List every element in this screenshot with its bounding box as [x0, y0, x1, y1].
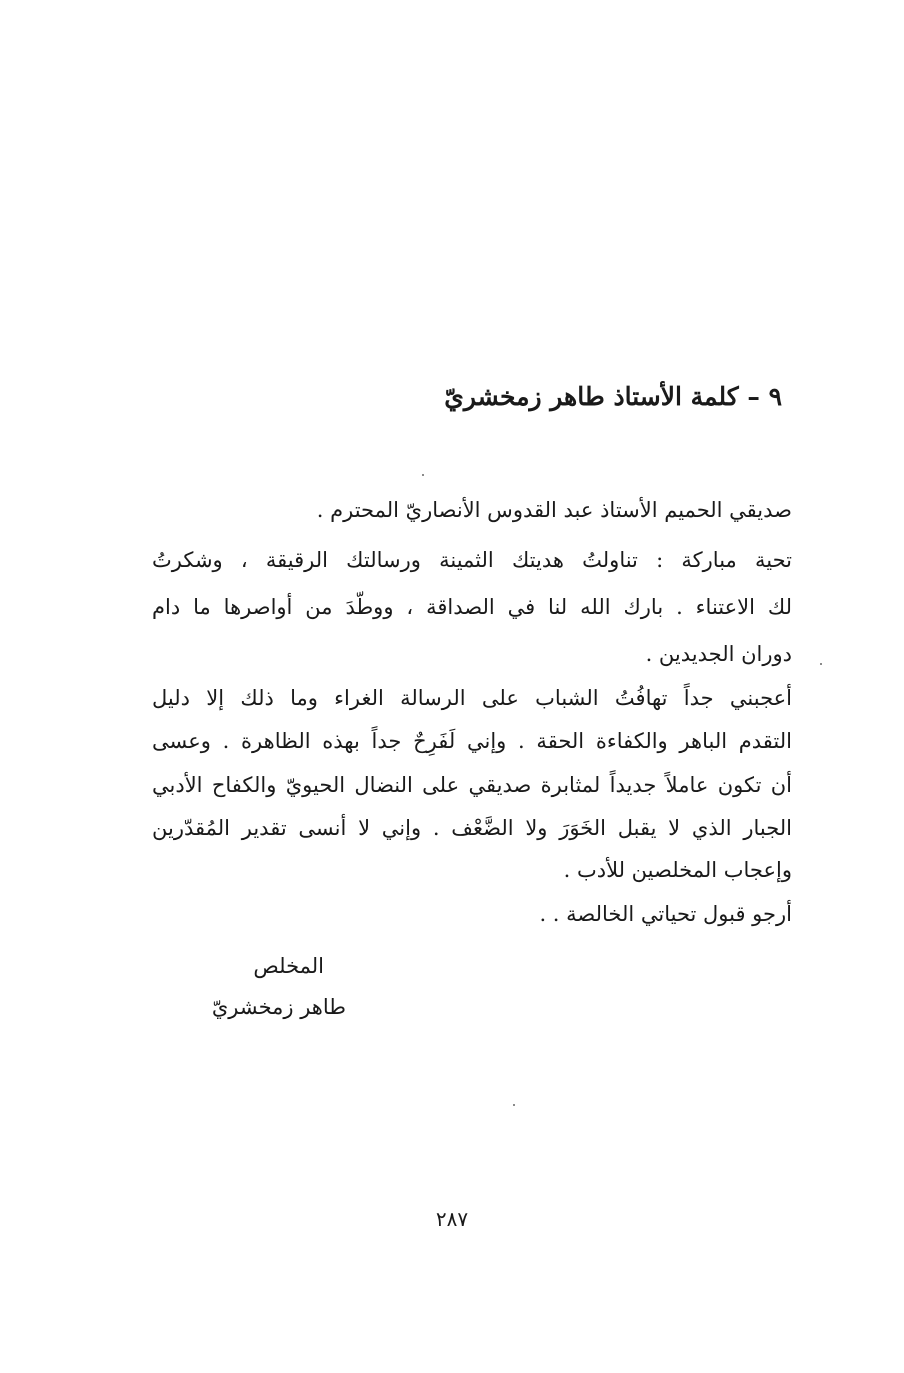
paragraph2-line-2: التقدم الباهر والكفاءة الحقة . وإني لَفَرِحٌ جداً بهذه الظاهرة . وعسى: [152, 729, 792, 753]
paragraph2-line-3: أن تكون عاملاً جديداً لمثابرة صديقي على النضال الحيويّ والكفاح الأدبي: [152, 773, 792, 797]
signoff-label: المخلص: [253, 954, 324, 978]
scan-speck: [422, 474, 424, 476]
paragraph1-line-2: لك الاعتناء . بارك الله لنا في الصداقة ، ووطّدَ من أواصرها ما دام: [152, 595, 792, 619]
paragraph2-line-1: أعجبني جداً تهافُتُ الشباب على الرسالة الغراء وما ذلك إلا دليل: [152, 686, 792, 710]
paragraph2-line-4: الجبار الذي لا يقبل الخَوَرَ ولا الضَّعْف . وإني لا أنسى تقدير المُقدّرين: [152, 816, 792, 840]
salutation-line: صديقي الحميم الأستاذ عبد القدوس الأنصاريّ المحترم .: [316, 498, 792, 522]
section-heading: ٩ – كلمة الأستاذ طاهر زمخشريّ: [444, 382, 782, 411]
scan-speck: [820, 663, 822, 665]
paragraph1-line-3: دوران الجديدين .: [645, 642, 792, 666]
paragraph2-line-5: وإعجاب المخلصين للأدب .: [563, 858, 792, 882]
page-number: ٢٨٧: [435, 1207, 469, 1231]
closing-line: أرجو قبول تحياتي الخالصة . .: [539, 902, 792, 926]
signature-name: طاهر زمخشريّ: [211, 995, 346, 1019]
scan-speck: [513, 1104, 515, 1106]
paragraph1-line-1: تحية مباركة : تناولتُ هديتك الثمينة ورسالتك الرقيقة ، وشكرتُ: [152, 548, 792, 572]
